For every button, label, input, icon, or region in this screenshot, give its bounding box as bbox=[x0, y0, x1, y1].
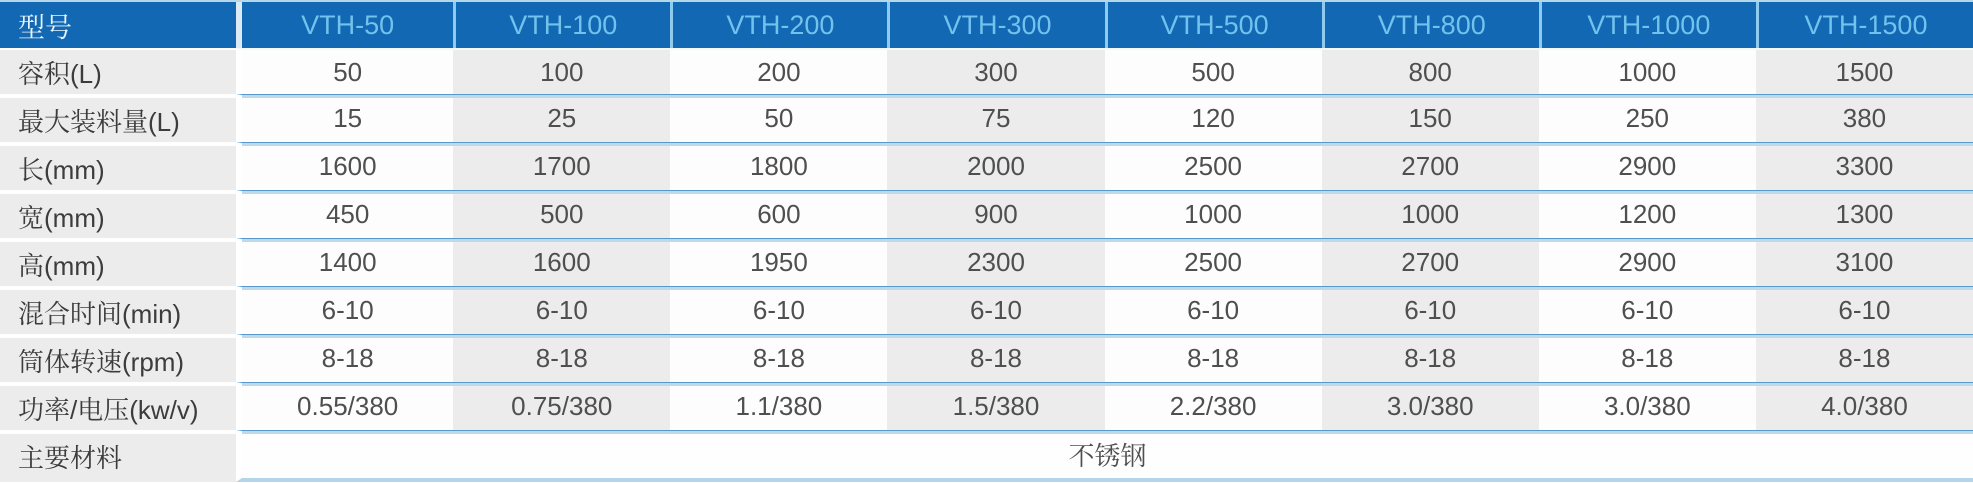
value-cell: 6-10 bbox=[670, 286, 887, 334]
value-cell: 300 bbox=[887, 48, 1104, 94]
value-cell: 2700 bbox=[1322, 142, 1539, 190]
row-label: 主要材料 bbox=[0, 430, 236, 482]
value-cell: 2900 bbox=[1539, 238, 1756, 286]
value-cell: 900 bbox=[887, 190, 1104, 238]
corner-header-model: 型号 bbox=[0, 2, 236, 48]
value-cell: 100 bbox=[453, 48, 670, 94]
value-cell: 8-18 bbox=[1105, 334, 1322, 382]
column-header-model: VTH-1500 bbox=[1756, 2, 1973, 48]
value-cell: 8-18 bbox=[453, 334, 670, 382]
value-cell: 1700 bbox=[453, 142, 670, 190]
value-cell: 1800 bbox=[670, 142, 887, 190]
value-cell: 380 bbox=[1756, 94, 1973, 142]
row-label: 宽(mm) bbox=[0, 190, 236, 238]
value-cell: 2500 bbox=[1105, 238, 1322, 286]
value-cell: 1200 bbox=[1539, 190, 1756, 238]
row-label: 功率/电压(kw/v) bbox=[0, 382, 236, 430]
value-cell: 8-18 bbox=[1322, 334, 1539, 382]
table-row bbox=[0, 48, 1973, 94]
row-label: 长(mm) bbox=[0, 142, 236, 190]
value-cell: 150 bbox=[1322, 94, 1539, 142]
column-header-model: VTH-300 bbox=[887, 2, 1104, 48]
value-cell: 0.75/380 bbox=[453, 382, 670, 430]
value-cell: 6-10 bbox=[887, 286, 1104, 334]
value-cell: 1000 bbox=[1539, 48, 1756, 94]
value-cell: 6-10 bbox=[453, 286, 670, 334]
value-cell: 1500 bbox=[1756, 48, 1973, 94]
value-cell: 2.2/380 bbox=[1105, 382, 1322, 430]
value-cell: 8-18 bbox=[670, 334, 887, 382]
value-cell: 6-10 bbox=[1105, 286, 1322, 334]
value-cell: 4.0/380 bbox=[1756, 382, 1973, 430]
value-cell: 1600 bbox=[453, 238, 670, 286]
table-row bbox=[0, 238, 1973, 286]
value-cell: 1300 bbox=[1756, 190, 1973, 238]
value-cell: 2300 bbox=[887, 238, 1104, 286]
value-cell: 2700 bbox=[1322, 238, 1539, 286]
value-cell: 15 bbox=[236, 94, 453, 142]
table-row bbox=[0, 334, 1973, 382]
value-cell: 1.1/380 bbox=[670, 382, 887, 430]
row-label: 筒体转速(rpm) bbox=[0, 334, 236, 382]
value-cell: 1950 bbox=[670, 238, 887, 286]
value-cell: 120 bbox=[1105, 94, 1322, 142]
table-row bbox=[0, 94, 1973, 142]
column-header-model: VTH-100 bbox=[453, 2, 670, 48]
column-header-model: VTH-50 bbox=[236, 2, 453, 48]
value-cell: 75 bbox=[887, 94, 1104, 142]
value-cell: 1400 bbox=[236, 238, 453, 286]
column-header-model: VTH-800 bbox=[1322, 2, 1539, 48]
value-cell: 500 bbox=[1105, 48, 1322, 94]
table-row bbox=[0, 142, 1973, 190]
value-cell: 8-18 bbox=[1539, 334, 1756, 382]
value-cell: 6-10 bbox=[1756, 286, 1973, 334]
header-row bbox=[0, 2, 1973, 48]
value-cell: 1600 bbox=[236, 142, 453, 190]
table-row bbox=[0, 382, 1973, 430]
value-cell: 800 bbox=[1322, 48, 1539, 94]
value-cell: 50 bbox=[236, 48, 453, 94]
value-cell: 0.55/380 bbox=[236, 382, 453, 430]
value-cell: 8-18 bbox=[887, 334, 1104, 382]
material-span-cell: 不锈钢 bbox=[236, 430, 1973, 482]
value-cell: 600 bbox=[670, 190, 887, 238]
value-cell: 500 bbox=[453, 190, 670, 238]
value-cell: 1000 bbox=[1322, 190, 1539, 238]
table-row bbox=[0, 430, 1973, 482]
value-cell: 6-10 bbox=[236, 286, 453, 334]
table-row bbox=[0, 190, 1973, 238]
value-cell: 3.0/380 bbox=[1539, 382, 1756, 430]
column-header-model: VTH-200 bbox=[670, 2, 887, 48]
value-cell: 1000 bbox=[1105, 190, 1322, 238]
value-cell: 3.0/380 bbox=[1322, 382, 1539, 430]
table-row bbox=[0, 286, 1973, 334]
value-cell: 2500 bbox=[1105, 142, 1322, 190]
value-cell: 250 bbox=[1539, 94, 1756, 142]
row-label: 混合时间(min) bbox=[0, 286, 236, 334]
value-cell: 2000 bbox=[887, 142, 1104, 190]
value-cell: 50 bbox=[670, 94, 887, 142]
row-label: 容积(L) bbox=[0, 48, 236, 94]
value-cell: 8-18 bbox=[1756, 334, 1973, 382]
row-label: 高(mm) bbox=[0, 238, 236, 286]
value-cell: 2900 bbox=[1539, 142, 1756, 190]
value-cell: 3100 bbox=[1756, 238, 1973, 286]
row-label: 最大装料量(L) bbox=[0, 94, 236, 142]
value-cell: 6-10 bbox=[1539, 286, 1756, 334]
column-header-model: VTH-500 bbox=[1105, 2, 1322, 48]
value-cell: 200 bbox=[670, 48, 887, 94]
value-cell: 8-18 bbox=[236, 334, 453, 382]
value-cell: 450 bbox=[236, 190, 453, 238]
value-cell: 3300 bbox=[1756, 142, 1973, 190]
column-header-model: VTH-1000 bbox=[1539, 2, 1756, 48]
value-cell: 25 bbox=[453, 94, 670, 142]
table-body bbox=[0, 48, 1973, 482]
value-cell: 6-10 bbox=[1322, 286, 1539, 334]
value-cell: 1.5/380 bbox=[887, 382, 1104, 430]
